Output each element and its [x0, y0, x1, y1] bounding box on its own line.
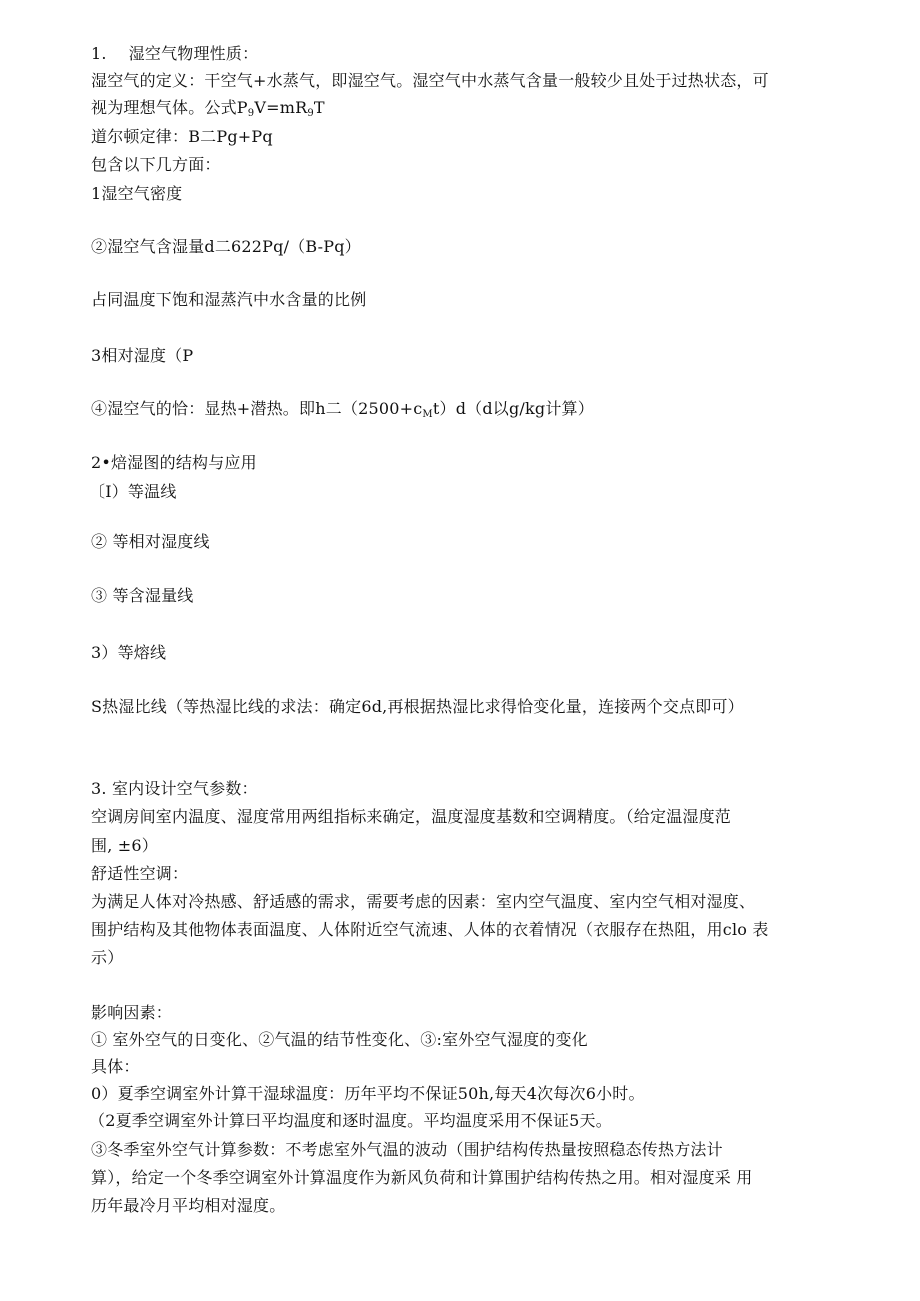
comfort-line-2: 围护结构及其他物体表面温度、人体附近空气流速、人体的衣着情况（衣服存在热阻，用clo 表 [91, 920, 769, 939]
section3-para-line-2: 围, ±6） [91, 836, 158, 855]
isotherm-line: 〔I）等温线 [89, 482, 177, 501]
comfort-line-3: 示） [91, 948, 124, 967]
enthalpy-line: 3）等熔线 [91, 643, 167, 662]
includes-line: 包含以下几方面： [91, 155, 221, 174]
specific-item-3-line-2: 算），给定一个冬季空调室外计算温度作为新风负荷和计算围护结构传热之用。相对湿度采 用 [91, 1168, 753, 1187]
specific-heading: 具体： [91, 1057, 140, 1076]
section1-heading [91, 44, 258, 64]
item-moisture-content: ②湿空气含湿量d二622Pq/（B-Pq） [91, 237, 361, 256]
comfort-heading: 舒适性空调： [91, 864, 189, 883]
section3-heading: 3. 室内设计空气参数： [91, 779, 258, 798]
formula-prefix: 视为理想气体。公式P [91, 98, 248, 117]
formula-subscript-2: 9 [307, 108, 314, 119]
specific-item-1: 0）夏季空调室外计算干湿球温度：历年平均不保证50h,每天4次每次6小时。 [91, 1084, 645, 1103]
factors-heading: 影响因素： [91, 1003, 173, 1022]
item-air-density: 1湿空气密度 [91, 184, 183, 203]
item-enthalpy [91, 399, 594, 419]
specific-item-3-line-1: ③冬季室外空气计算参数：不考虑室外气温的波动（围护结构传热量按照稳态传热方法计 [91, 1140, 723, 1159]
moisture-content-line: ③ 等含湿量线 [91, 586, 194, 605]
definition-line-1: 湿空气的定义：干空气+水蒸气，即湿空气。湿空气中水蒸气含量一般较少且处于过热状态，可 [91, 71, 769, 90]
item-saturation-ratio: 占同温度下饱和湿蒸汽中水含量的比例 [91, 290, 367, 309]
relative-humidity-line: ② 等相对湿度线 [91, 532, 210, 551]
enthalpy-prefix: ④湿空气的恰：显热+潜热。即h二（2500+c [91, 399, 423, 418]
section2-heading: 2•焙湿图的结构与应用 [91, 453, 257, 472]
formula-suffix: T [313, 98, 325, 117]
factors-line: ① 室外空气的日变化、②气温的结节性变化、③:室外空气湿度的变化 [91, 1030, 588, 1049]
item-relative-humidity: 3相对湿度（P [91, 346, 194, 365]
heat-moisture-ratio-line: S热湿比线（等热湿比线的求法：确定6d,再根据热湿比求得恰变化量，连接两个交点即可） [91, 697, 744, 716]
definition-line-2 [91, 98, 325, 118]
enthalpy-subscript: M [422, 409, 433, 420]
formula-middle: V=mR [254, 98, 308, 117]
section3-para-line-1: 空调房间室内温度、湿度常用两组指标来确定，温度湿度基数和空调精度。（给定温湿度范 [91, 807, 732, 826]
dalton-law: 道尔顿定律：B二Pg+Pq [91, 127, 273, 146]
comfort-line-1: 为满足人体对冷热感、舒适感的需求，需要考虑的因素：室内空气温度、室内空气相对湿度、 [91, 892, 756, 911]
specific-item-2: （2夏季空调室外计算曰平均温度和逐时温度。平均温度采用不保证5天。 [89, 1111, 612, 1130]
formula-subscript-1: 9 [247, 108, 255, 119]
specific-item-3-line-3: 历年最冷月平均相对湿度。 [91, 1196, 286, 1215]
section1-heading-number: 1. [91, 44, 107, 63]
enthalpy-suffix: t）d（d以g/kg计算） [432, 399, 594, 418]
section1-heading-text: 湿空气物理性质： [128, 44, 259, 63]
